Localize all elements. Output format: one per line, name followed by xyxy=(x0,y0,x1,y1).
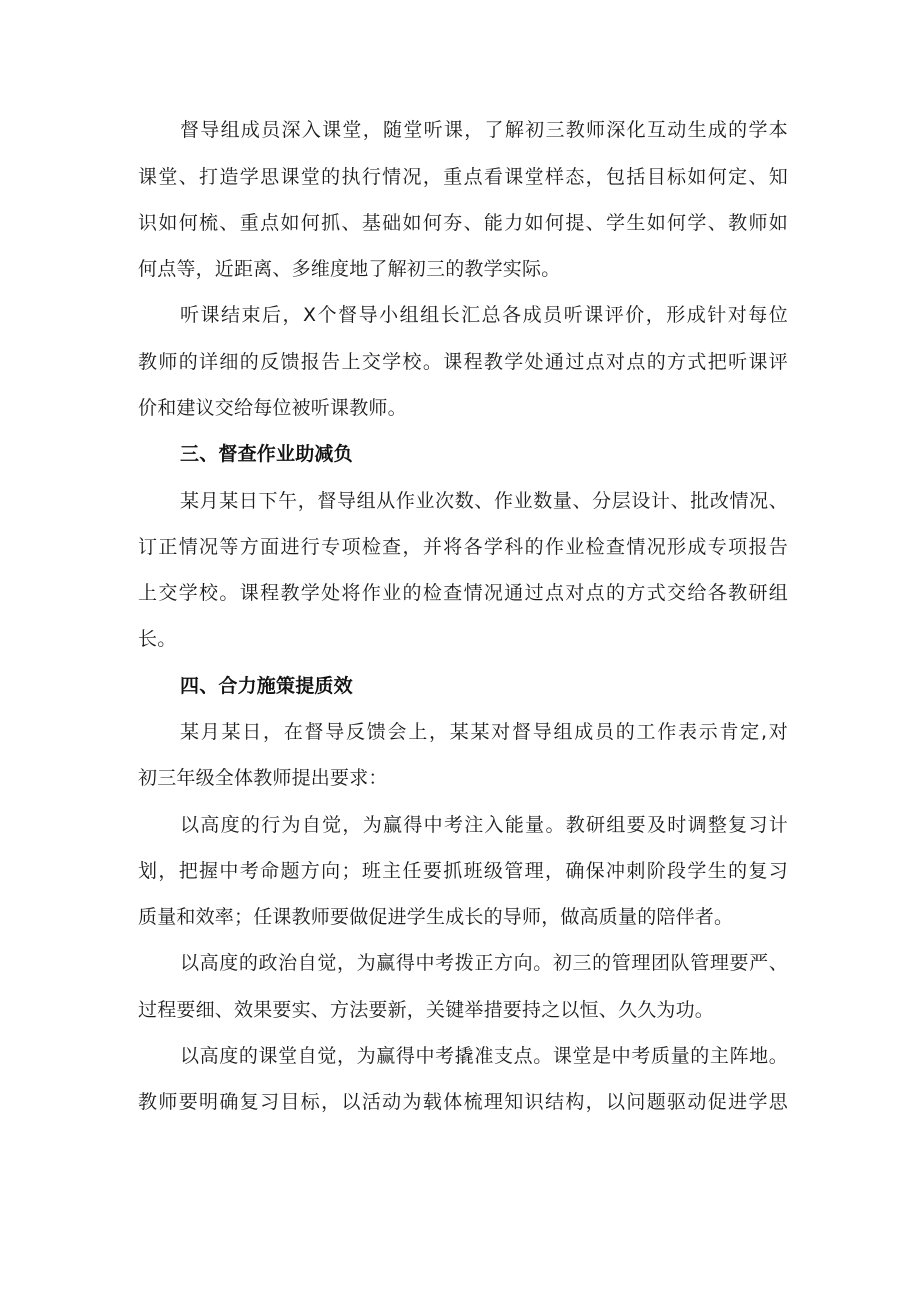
paragraph-4-line-2: 初三年级全体教师提出要求： xyxy=(138,767,388,789)
paragraph-5-line-1: 以高度的行为自觉，为赢得中考注入能量。教研组要及时调整复习计 xyxy=(180,814,788,836)
section-heading-3: 三、督查作业助减负 xyxy=(180,443,353,465)
paragraph-3-line-4: 长。 xyxy=(138,628,177,650)
paragraph-1-line-1: 督导组成员深入课堂，随堂听课，了解初三教师深化互动生成的学本 xyxy=(180,119,788,141)
paragraph-3-line-1: 某月某日下午，督导组从作业次数、作业数量、分层设计、批改情况、 xyxy=(180,490,788,512)
paragraph-5-line-2: 划，把握中考命题方向；班主任要抓班级管理，确保冲刺阶段学生的复习 xyxy=(138,860,788,882)
paragraph-1-line-4: 何点等，近距离、多维度地了解初三的教学实际。 xyxy=(138,258,561,280)
paragraph-2-line-1: 听课结束后，X个督导小组组长汇总各成员听课评价，形成针对每位 xyxy=(180,304,788,326)
paragraph-2-line-3: 价和建议交给每位被听课教师。 xyxy=(138,397,407,419)
paragraph-3-line-2: 订正情况等方面进行专项检查，并将各学科的作业检查情况形成专项报告 xyxy=(138,536,788,558)
paragraph-4-line-1: 某月某日，在督导反馈会上，某某对督导组成员的工作表示肯定,对 xyxy=(180,721,788,743)
paragraph-2-line-2: 教师的详细的反馈报告上交学校。课程教学处通过点对点的方式把听课评 xyxy=(138,351,788,373)
paragraph-1-line-3: 识如何梳、重点如何抓、基础如何夯、能力如何提、学生如何学、教师如 xyxy=(138,212,788,234)
paragraph-5-line-3: 质量和效率；任课教师要做促进学生成长的导师，做高质量的陪伴者。 xyxy=(138,906,734,928)
paragraph-1-line-2: 课堂、打造学思课堂的执行情况，重点看课堂样态，包括目标如何定、知 xyxy=(138,166,788,188)
paragraph-6-line-2: 过程要细、效果要实、方法要新，关键举措要持之以恒、久久为功。 xyxy=(138,999,715,1021)
paragraph-6-line-1: 以高度的政治自觉，为赢得中考拨正方向。初三的管理团队管理要严、 xyxy=(180,952,788,974)
section-heading-4: 四、合力施策提质效 xyxy=(180,675,353,697)
paragraph-3-line-3: 上交学校。课程教学处将作业的检查情况通过点对点的方式交给各教研组 xyxy=(138,582,788,604)
paragraph-7-line-1: 以高度的课堂自觉，为赢得中考撬准支点。课堂是中考质量的主阵地。 xyxy=(180,1045,788,1067)
paragraph-7-line-2: 教师要明确复习目标，以活动为载体梳理知识结构，以问题驱动促进学思 xyxy=(138,1091,788,1113)
